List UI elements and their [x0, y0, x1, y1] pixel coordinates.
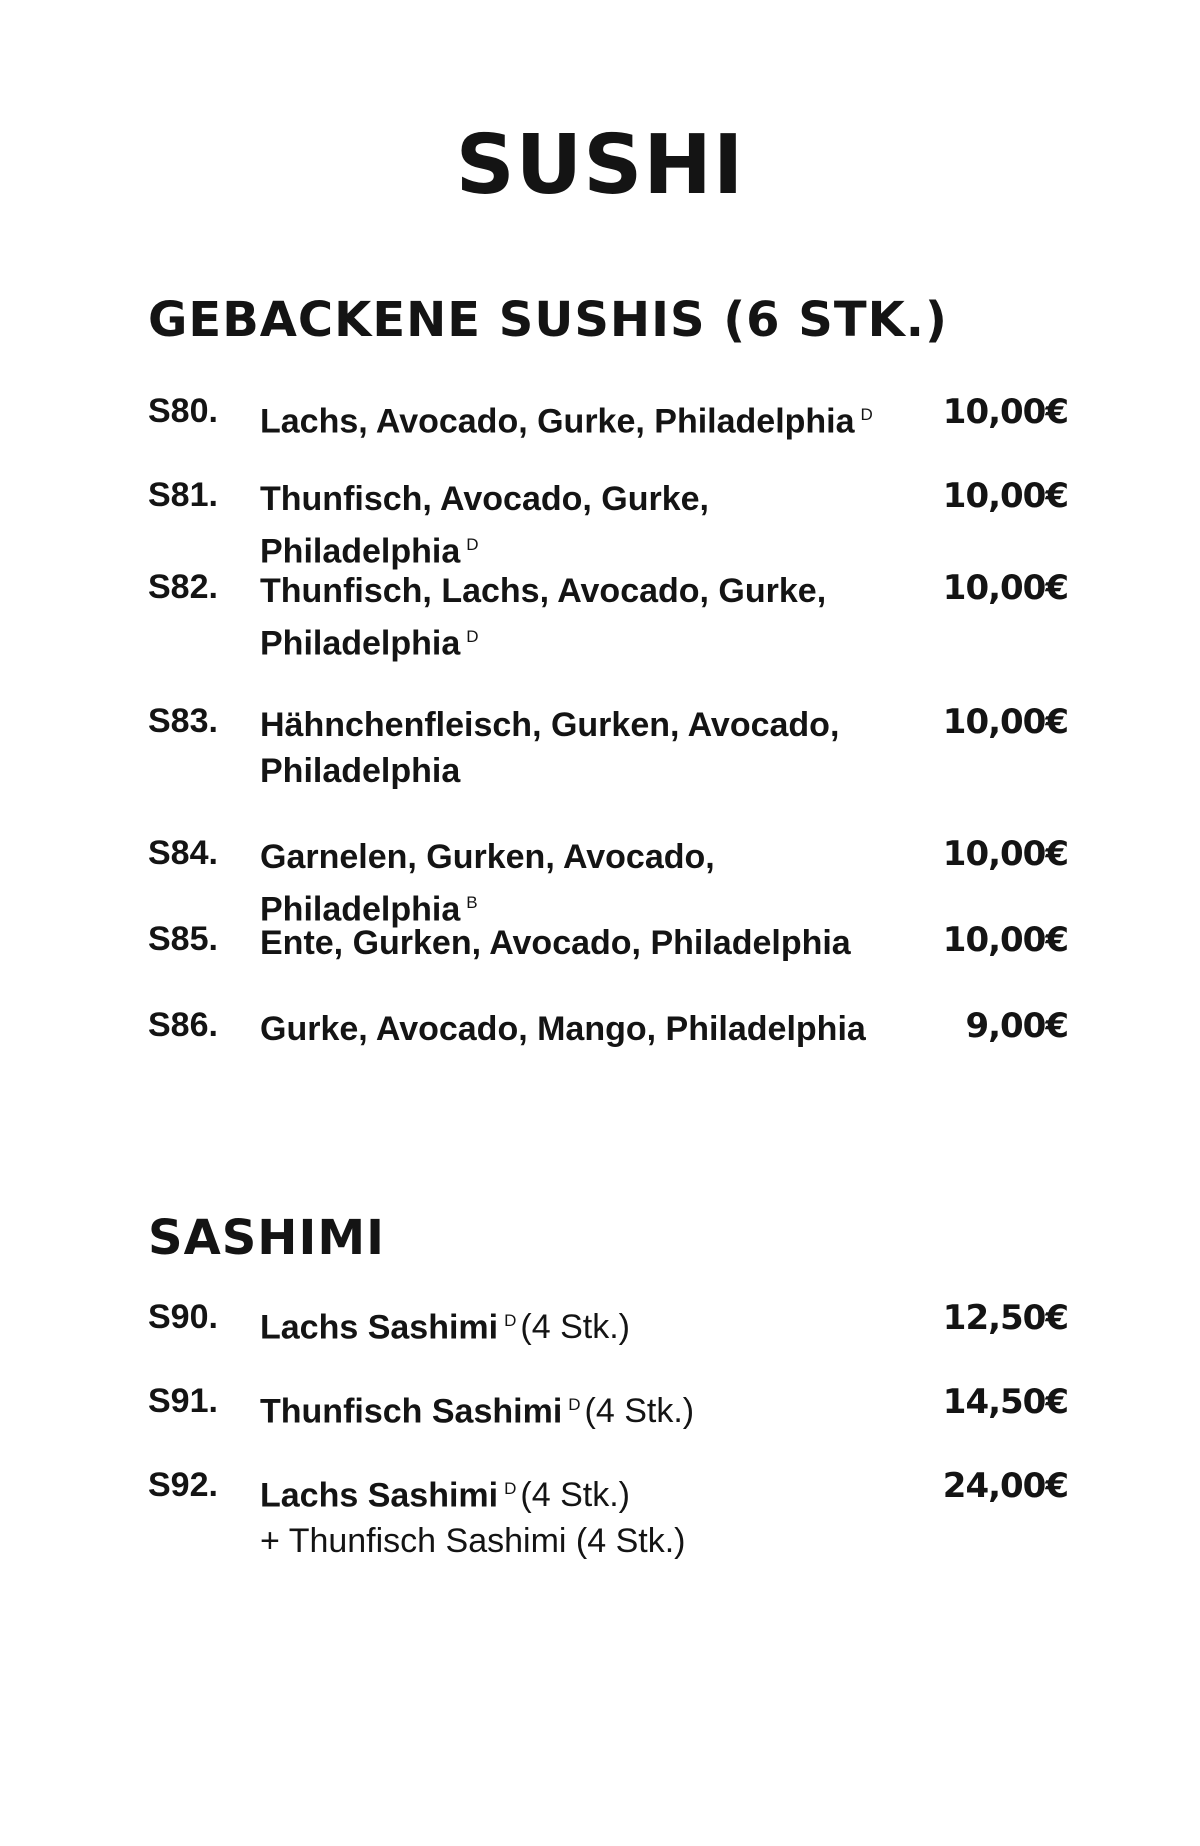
- item-price: 10,00€: [942, 702, 1068, 742]
- menu-item-s80: [148, 392, 1068, 482]
- item-code: S80.: [148, 392, 218, 430]
- item-description: Thunfisch Sashimi $^D$ (4 Stk.): [260, 1392, 695, 1431]
- item-price: 10,00€: [942, 392, 1068, 432]
- item-price: 9,00€: [965, 1006, 1068, 1046]
- item-code: S86.: [148, 1006, 218, 1044]
- item-price: 12,50€: [942, 1298, 1068, 1338]
- item-code: S82.: [148, 568, 218, 606]
- item-description: Lachs Sashimi $^D$ (4 Stk.): [260, 1308, 630, 1347]
- allergen-marker: D: [860, 405, 873, 424]
- item-code: S84.: [148, 834, 218, 872]
- item-code: S83.: [148, 702, 218, 740]
- menu-item-s82: [148, 568, 1068, 663]
- item-code: S92.: [148, 1466, 218, 1504]
- menu-item-s84: [148, 834, 1068, 929]
- menu-item-s92: [148, 1466, 1068, 1561]
- item-price: 10,00€: [942, 476, 1068, 516]
- item-code: S85.: [148, 920, 218, 958]
- section-heading-gebackene: GEBACKENE SUSHIS (6 STK.): [148, 292, 948, 348]
- item-description: Thunfisch, Avocado, Gurke, Philadelphia $^D$: [260, 480, 709, 571]
- allergen-marker: D: [466, 627, 479, 646]
- item-code: S90.: [148, 1298, 218, 1336]
- menu-item-s86: [148, 1006, 1068, 1096]
- item-description: Gurke, Avocado, Mango, Philadelphia: [260, 1010, 866, 1048]
- item-price: 10,00€: [942, 568, 1068, 608]
- item-description: Lachs, Avocado, Gurke, Philadelphia $^D$: [260, 402, 873, 441]
- allergen-marker: D: [568, 1395, 581, 1414]
- menu-item-s81: [148, 476, 1068, 571]
- item-code: S91.: [148, 1382, 218, 1420]
- menu-item-s90: [148, 1298, 1068, 1388]
- allergen-marker: D: [504, 1479, 517, 1498]
- allergen-marker: D: [466, 535, 479, 554]
- item-description: Lachs Sashimi $^D$ (4 Stk.) + Thunfisch Sashimi (4 Stk.): [260, 1476, 686, 1561]
- item-price: 14,50€: [942, 1382, 1068, 1422]
- item-description: Thunfisch, Lachs, Avocado, Gurke, Philadelphia $^D$: [260, 572, 827, 663]
- item-price: 10,00€: [942, 920, 1068, 960]
- item-price: 24,00€: [942, 1466, 1068, 1506]
- item-code: S81.: [148, 476, 218, 514]
- menu-item-s85: [148, 920, 1068, 1010]
- item-description: Hähnchenfleisch, Gurken, Avocado, Philadelphia: [260, 706, 840, 790]
- menu-item-s83: [148, 702, 1068, 792]
- item-description: Garnelen, Gurken, Avocado, Philadelphia $^B$: [260, 838, 715, 929]
- page-title: SUSHI: [455, 118, 745, 213]
- allergen-marker: D: [504, 1311, 517, 1330]
- item-price: 10,00€: [942, 834, 1068, 874]
- section-heading-sashimi: SASHIMI: [148, 1210, 385, 1266]
- item-description: Ente, Gurken, Avocado, Philadelphia: [260, 924, 851, 962]
- allergen-marker: B: [466, 893, 478, 912]
- menu-item-s91: [148, 1382, 1068, 1472]
